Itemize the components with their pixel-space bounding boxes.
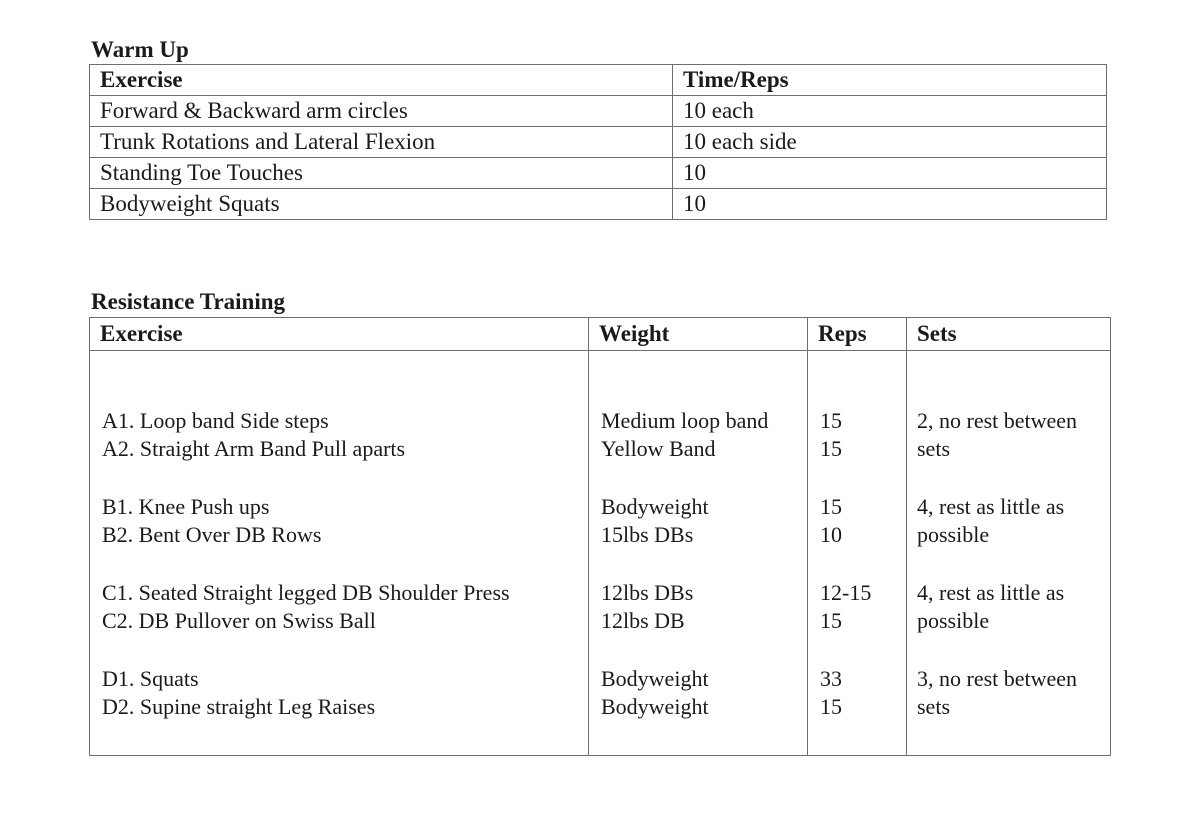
warmup-time-reps-cell: 10 each: [673, 96, 1107, 127]
resistance-section-title: Resistance Training: [91, 289, 286, 314]
warmup-exercise-cell: Forward & Backward arm circles: [90, 96, 673, 127]
resistance-table: [89, 317, 1111, 756]
reps-item: 15: [820, 436, 842, 461]
resistance-header-reps: Reps: [808, 318, 907, 351]
sets-item: 4, rest as little as: [917, 494, 1065, 519]
exercise-item: B2. Bent Over DB Rows: [102, 522, 322, 547]
warmup-time-reps-cell: 10: [673, 189, 1107, 220]
exercise-item: D2. Supine straight Leg Raises: [102, 694, 376, 719]
warmup-exercise-cell: Bodyweight Squats: [90, 189, 673, 220]
reps-item: 15: [820, 494, 842, 519]
exercise-item: A1. Loop band Side steps: [102, 408, 329, 433]
warmup-exercise-cell: Standing Toe Touches: [90, 158, 673, 189]
warmup-time-reps-cell: 10 each side: [673, 127, 1107, 158]
warmup-time-reps-cell: 10: [673, 158, 1107, 189]
table-row: [90, 189, 1107, 220]
warmup-table: [89, 64, 1107, 220]
table-row: [90, 96, 1107, 127]
weight-item: Bodyweight: [601, 494, 709, 519]
weight-item: Medium loop band: [601, 408, 769, 433]
resistance-header-weight: Weight: [589, 318, 808, 351]
exercise-item: A2. Straight Arm Band Pull aparts: [102, 436, 406, 461]
warmup-section-title: Warm Up: [91, 37, 189, 62]
resistance-weight-column: [589, 351, 808, 756]
table-row: [90, 127, 1107, 158]
warmup-header-exercise: Exercise: [90, 65, 673, 96]
warmup-header-time-reps: Time/Reps: [673, 65, 1107, 96]
exercise-item: C2. DB Pullover on Swiss Ball: [102, 608, 376, 633]
sets-item: sets: [917, 694, 950, 719]
sets-item: sets: [917, 436, 950, 461]
resistance-reps-column: [808, 351, 907, 756]
resistance-exercise-column: [90, 351, 589, 756]
exercise-item: C1. Seated Straight legged DB Shoulder Press: [102, 580, 510, 605]
reps-item: 15: [820, 408, 842, 433]
table-header-row: [90, 65, 1107, 96]
sets-item: 3, no rest between: [917, 666, 1078, 691]
resistance-header-sets: Sets: [907, 318, 1111, 351]
resistance-header-exercise: Exercise: [90, 318, 589, 351]
weight-item: 12lbs DBs: [601, 580, 694, 605]
sets-item: 2, no rest between: [917, 408, 1078, 433]
sets-item: possible: [917, 608, 990, 633]
sets-item: 4, rest as little as: [917, 580, 1065, 605]
table-header-row: [90, 318, 1111, 351]
exercise-item: D1. Squats: [102, 666, 199, 691]
weight-item: Bodyweight: [601, 666, 709, 691]
weight-item: 12lbs DB: [601, 608, 685, 633]
weight-item: Yellow Band: [601, 436, 716, 461]
reps-item: 12-15: [820, 580, 872, 605]
table-row: [90, 351, 1111, 756]
table-row: [90, 158, 1107, 189]
exercise-item: B1. Knee Push ups: [102, 494, 270, 519]
resistance-sets-column: [907, 351, 1111, 756]
reps-item: 15: [820, 608, 842, 633]
reps-item: 33: [820, 666, 842, 691]
reps-item: 15: [820, 694, 842, 719]
warmup-exercise-cell: Trunk Rotations and Lateral Flexion: [90, 127, 673, 158]
sets-item: possible: [917, 522, 990, 547]
reps-item: 10: [820, 522, 842, 547]
weight-item: 15lbs DBs: [601, 522, 694, 547]
weight-item: Bodyweight: [601, 694, 709, 719]
